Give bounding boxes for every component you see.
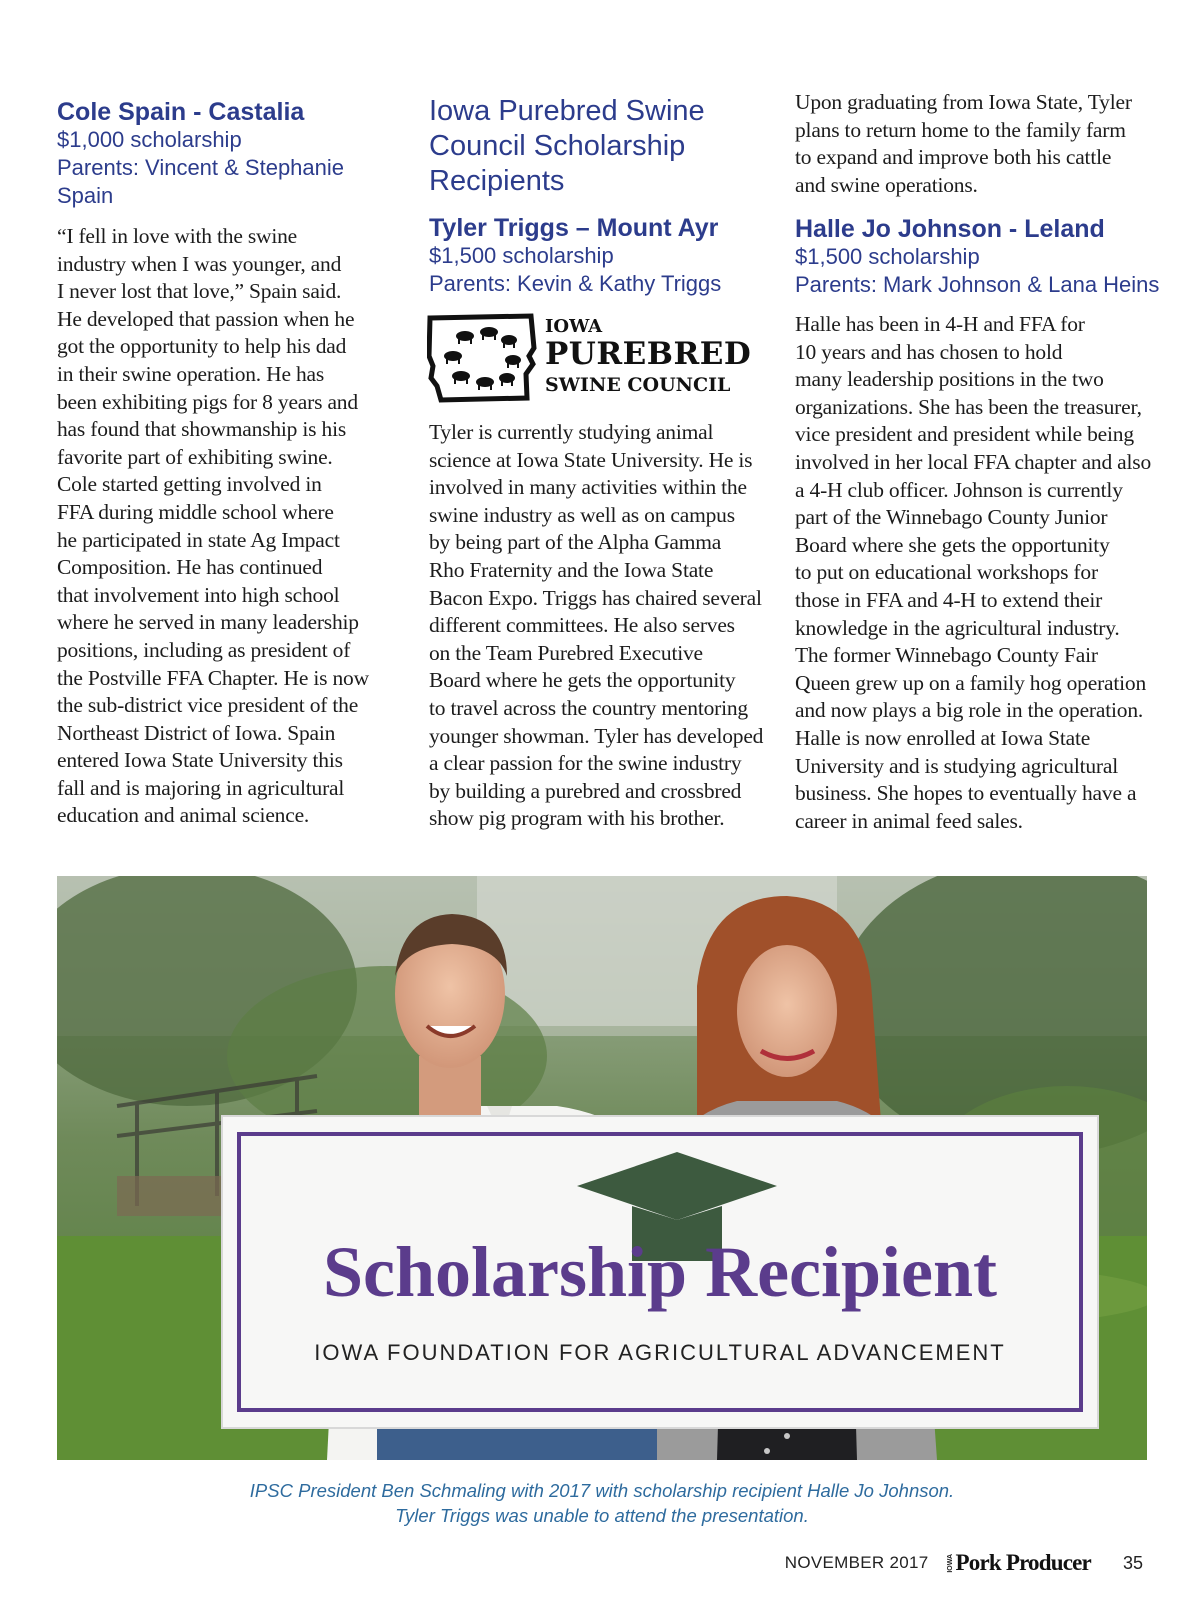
section-title-line: Council Scholarship [429, 130, 686, 162]
scholarship-amount-cole: $1,000 scholarship [57, 127, 242, 152]
body-line: fall and is majoring in agricultural [57, 775, 345, 800]
body-line: to travel across the country mentoring [429, 695, 748, 720]
caption-line: Tyler Triggs was unable to attend the presentation. [395, 1505, 809, 1526]
body-line: FFA during middle school where [57, 499, 334, 524]
body-line: he participated in state Ag Impact [57, 527, 340, 552]
body-line: science at Iowa State University. He is [429, 447, 753, 472]
body-line: Bacon Expo. Triggs has chaired several [429, 585, 762, 610]
body-line: Halle has been in 4-H and FFA for [795, 312, 1085, 336]
body-line: that involvement into high school [57, 582, 340, 607]
sign-subtitle: IOWA FOUNDATION FOR AGRICULTURAL ADVANCEMENT [314, 1340, 1006, 1365]
iowa-purebred-swine-council-logo [427, 308, 752, 408]
body-line: Board where he gets the opportunity [429, 668, 736, 693]
scholarship-amount-tyler: $1,500 scholarship [429, 243, 614, 268]
body-line: 10 years and has chosen to hold [795, 339, 1063, 364]
section-title [429, 94, 705, 199]
body-line: and now plays a big role in the operation. [795, 698, 1144, 723]
body-line: He developed that passion when he [57, 306, 355, 331]
issue-date: NOVEMBER 2017 [784, 1553, 929, 1572]
publication-logo [947, 1550, 1091, 1576]
logo-text-swine-council: SWINE COUNCIL [545, 374, 731, 396]
parents-tyler: Parents: Kevin & Kathy Triggs [429, 271, 722, 296]
body-line: where he served in many leadership [57, 610, 359, 635]
body-line: career in animal feed sales. [795, 808, 1023, 833]
body-line: the Postville FFA Chapter. He is now [57, 665, 369, 690]
page-footer [785, 1550, 1143, 1576]
body-line: been exhibiting pigs for 8 years and [57, 389, 358, 414]
body-line: Tyler is currently studying animal [429, 420, 714, 444]
body-line: entered Iowa State University this [57, 748, 343, 773]
body-text-halle [795, 311, 1160, 835]
parents-cole-line1: Parents: Vincent & Stephanie [57, 155, 345, 180]
sign-title: Scholarship Recipient [322, 1232, 998, 1312]
body-line: Upon graduating from Iowa State, Tyler [795, 90, 1132, 114]
logo-text-iowa: IOWA [545, 316, 603, 337]
section-title-line: Iowa Purebred Swine [429, 95, 705, 127]
body-line: a clear passion for the swine industry [429, 751, 742, 776]
body-line: Rho Fraternity and the Iowa State [429, 557, 714, 582]
body-line: vice president and president while being [795, 422, 1134, 447]
photo-illustration [57, 876, 1147, 1460]
caption-line: IPSC President Ben Schmaling with 2017 with scholarship recipient Halle Jo Johnson. [249, 1480, 955, 1501]
body-line: on the Team Purebred Executive [429, 640, 703, 665]
photo-caption [57, 1478, 1147, 1528]
recipient-name-tyler: Tyler Triggs – Mount Ayr [429, 214, 719, 242]
body-line: industry when I was younger, and [57, 251, 342, 276]
publication-name: Pork Producer [955, 1550, 1091, 1575]
body-line: a 4-H club officer. Johnson is currently [795, 477, 1123, 502]
body-line: The former Winnebago County Fair [795, 643, 1098, 668]
body-line: many leadership positions in the two [795, 367, 1104, 392]
body-text-tyler [429, 419, 789, 833]
publication-prefix: IOWA [946, 1553, 954, 1573]
body-line: part of the Winnebago County Junior [795, 505, 1108, 530]
body-line: Halle is now enrolled at Iowa State [795, 725, 1091, 750]
body-line: Cole started getting involved in [57, 472, 322, 497]
body-line: by building a purebred and crossbred [429, 778, 742, 803]
body-line: to put on educational workshops for [795, 560, 1098, 585]
body-line: knowledge in the agricultural industry. [795, 615, 1120, 640]
body-line: plans to return home to the family farm [795, 117, 1126, 142]
body-line: swine industry as well as on campus [429, 502, 735, 527]
body-line: I never lost that love,” Spain said. [57, 279, 342, 304]
body-line: in their swine operation. He has [57, 361, 325, 386]
recipient-name-cole: Cole Spain - Castalia [57, 98, 305, 126]
body-line: those in FFA and 4-H to extend their [795, 587, 1103, 612]
body-line: Queen grew up on a family hog operation [795, 670, 1147, 695]
body-line: education and animal science. [57, 803, 310, 828]
page-number: 35 [1122, 1552, 1143, 1573]
body-line: Board where she gets the opportunity [795, 532, 1110, 557]
section-title-line: Recipients [429, 165, 565, 197]
body-line: show pig program with his brother. [429, 806, 725, 831]
logo-text-purebred: PUREBRED [545, 336, 752, 372]
body-line: “I fell in love with the swine [57, 224, 297, 248]
body-line: organizations. She has been the treasurer, [795, 394, 1142, 419]
body-line: different committees. He also serves [429, 613, 735, 638]
parents-halle: Parents: Mark Johnson & Lana Heins [795, 272, 1160, 297]
scholarship-photo [57, 876, 1147, 1460]
body-line: business. She hopes to eventually have a [795, 781, 1137, 806]
body-line: University and is studying agricultural [795, 753, 1119, 778]
scholarship-amount-halle: $1,500 scholarship [795, 244, 980, 269]
body-line: involved in her local FFA chapter and also [795, 449, 1152, 474]
body-line: younger showman. Tyler has developed [429, 723, 764, 748]
body-line: to expand and improve both his cattle [795, 145, 1112, 170]
body-line: Northeast District of Iowa. Spain [57, 720, 336, 745]
body-line: involved in many activities within the [429, 475, 747, 500]
body-text-cole [57, 223, 417, 830]
body-line: positions, including as president of [57, 637, 351, 662]
intro-text-tyler-continued [795, 89, 1155, 199]
body-line: Composition. He has continued [57, 555, 323, 580]
parents-cole-line2: Spain [57, 183, 114, 208]
iowa-state-pig-icon [427, 308, 537, 408]
body-line: the sub-district vice president of the [57, 693, 359, 718]
body-line: favorite part of exhibiting swine. [57, 444, 333, 469]
body-line: has found that showmanship is his [57, 417, 347, 442]
body-line: got the opportunity to help his dad [57, 334, 347, 359]
body-line: and swine operations. [795, 172, 978, 197]
body-line: by being part of the Alpha Gamma [429, 530, 722, 555]
recipient-name-halle: Halle Jo Johnson - Leland [795, 215, 1105, 243]
